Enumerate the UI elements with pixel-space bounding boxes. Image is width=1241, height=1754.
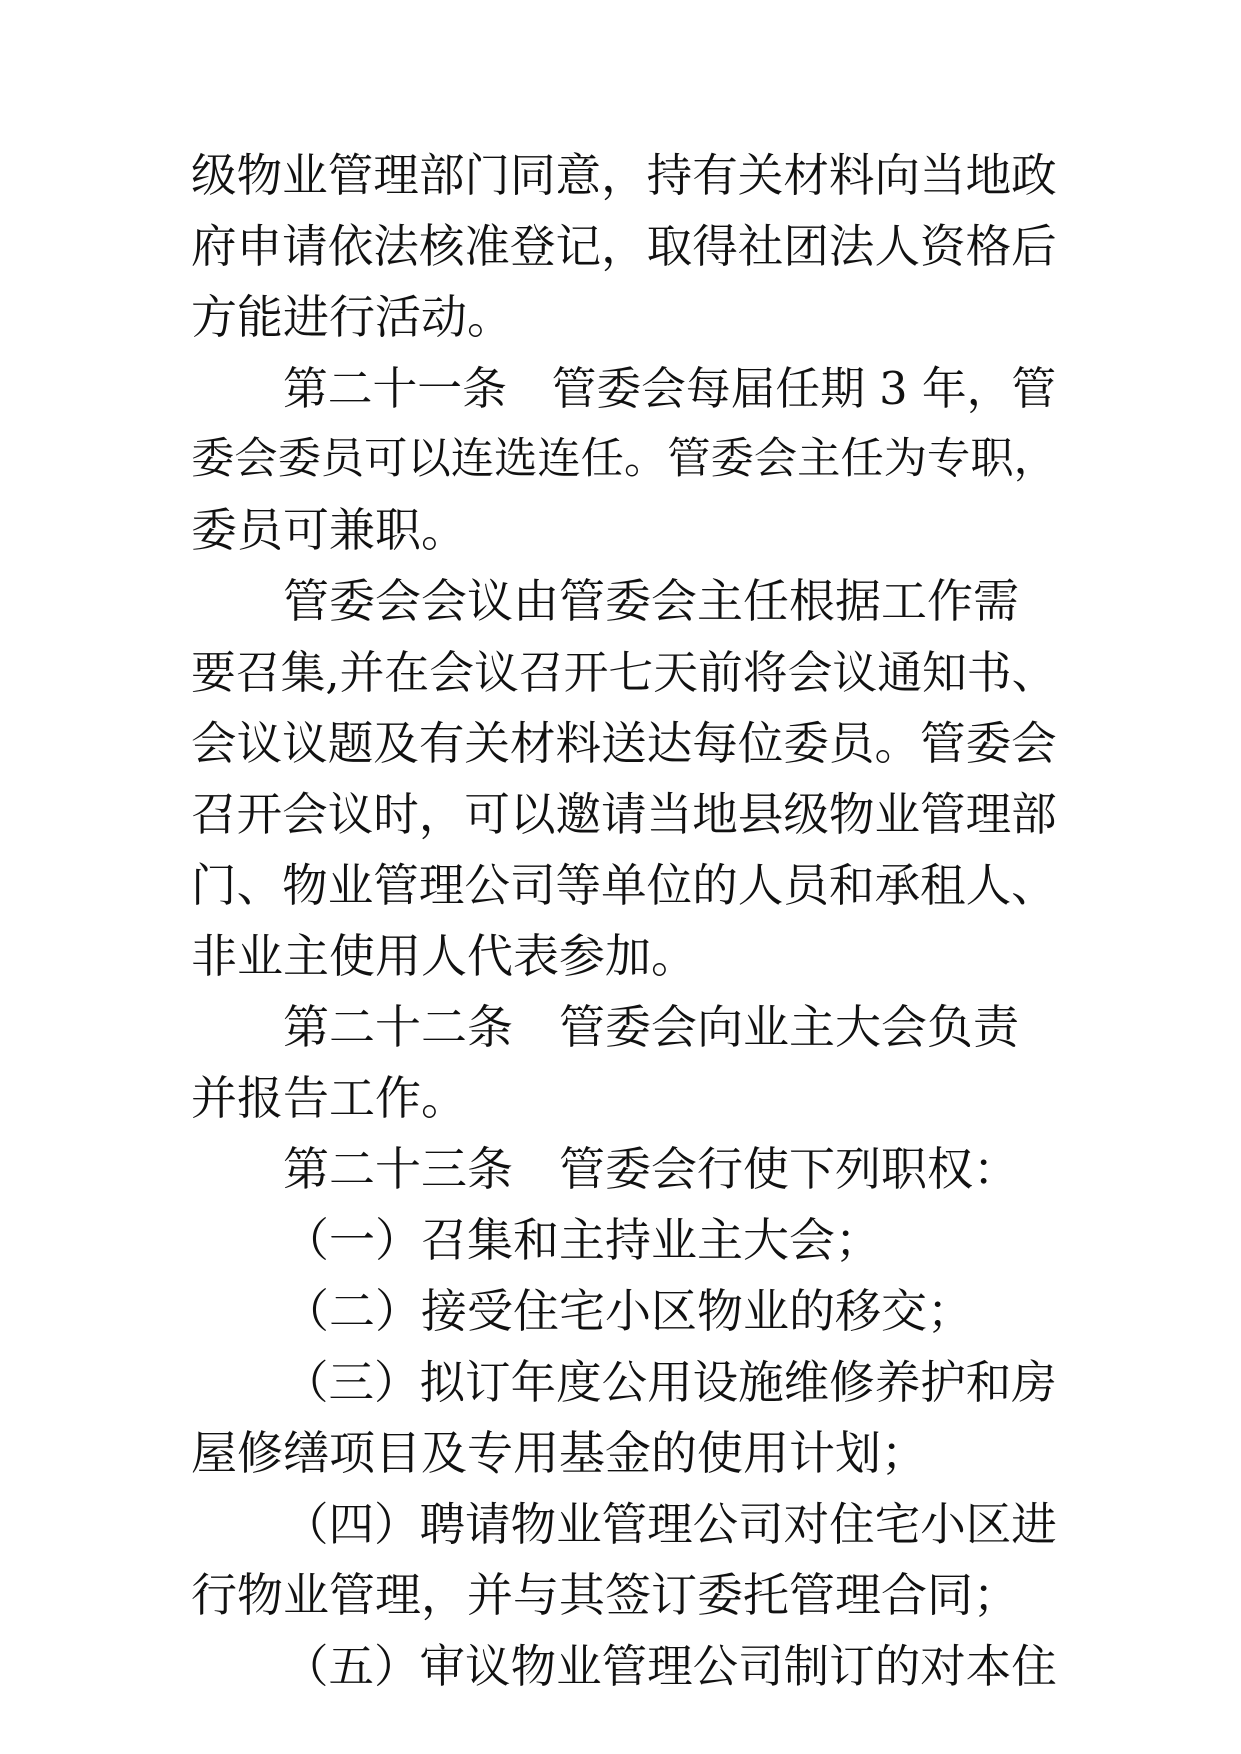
text-line: 要召集,并在会议召开七天前将会议通知书、 [191, 646, 1057, 699]
document-body [191, 140, 1057, 1702]
text-line: （一）召集和主持业主大会； [283, 1213, 881, 1267]
text-line: （三）拟订年度公用设施维修养护和房 [283, 1356, 1057, 1409]
text-line: 第二十一条 管委会每届任期 3 年，管 [283, 362, 1057, 415]
text-line: 会议议题及有关材料送达每位委员。管委会 [191, 717, 1057, 770]
text-line: 委会委员可以连选连任。管委会主任为专职， [191, 434, 1057, 484]
text-line: 门、物业管理公司等单位的人员和承租人、 [191, 859, 1057, 912]
text-line: 第二十三条 管委会行使下列职权： [283, 1142, 1019, 1196]
text-line: 委员可兼职。 [191, 503, 467, 557]
text-line: 第二十二条 管委会向业主大会负责 [283, 1000, 1019, 1054]
text-line: 非业主使用人代表参加。 [191, 929, 697, 983]
text-line: （四）聘请物业管理公司对住宅小区进 [283, 1498, 1057, 1551]
text-line: （二）接受住宅小区物业的移交； [283, 1284, 973, 1338]
text-line: 行物业管理，并与其签订委托管理合同； [191, 1568, 1019, 1622]
text-line: 级物业管理部门同意，持有关材料向当地政 [191, 149, 1057, 202]
text-line: 屋修缮项目及专用基金的使用计划； [191, 1426, 927, 1480]
text-line: 管委会会议由管委会主任根据工作需 [283, 574, 1019, 628]
text-line: 府申请依法核准登记，取得社团法人资格后 [191, 220, 1057, 273]
text-line: 召开会议时，可以邀请当地县级物业管理部 [191, 788, 1057, 841]
text-line: 并报告工作。 [191, 1071, 467, 1125]
text-line: 方能进行活动。 [191, 290, 513, 344]
text-line: （五）审议物业管理公司制订的对本住 [283, 1640, 1057, 1693]
